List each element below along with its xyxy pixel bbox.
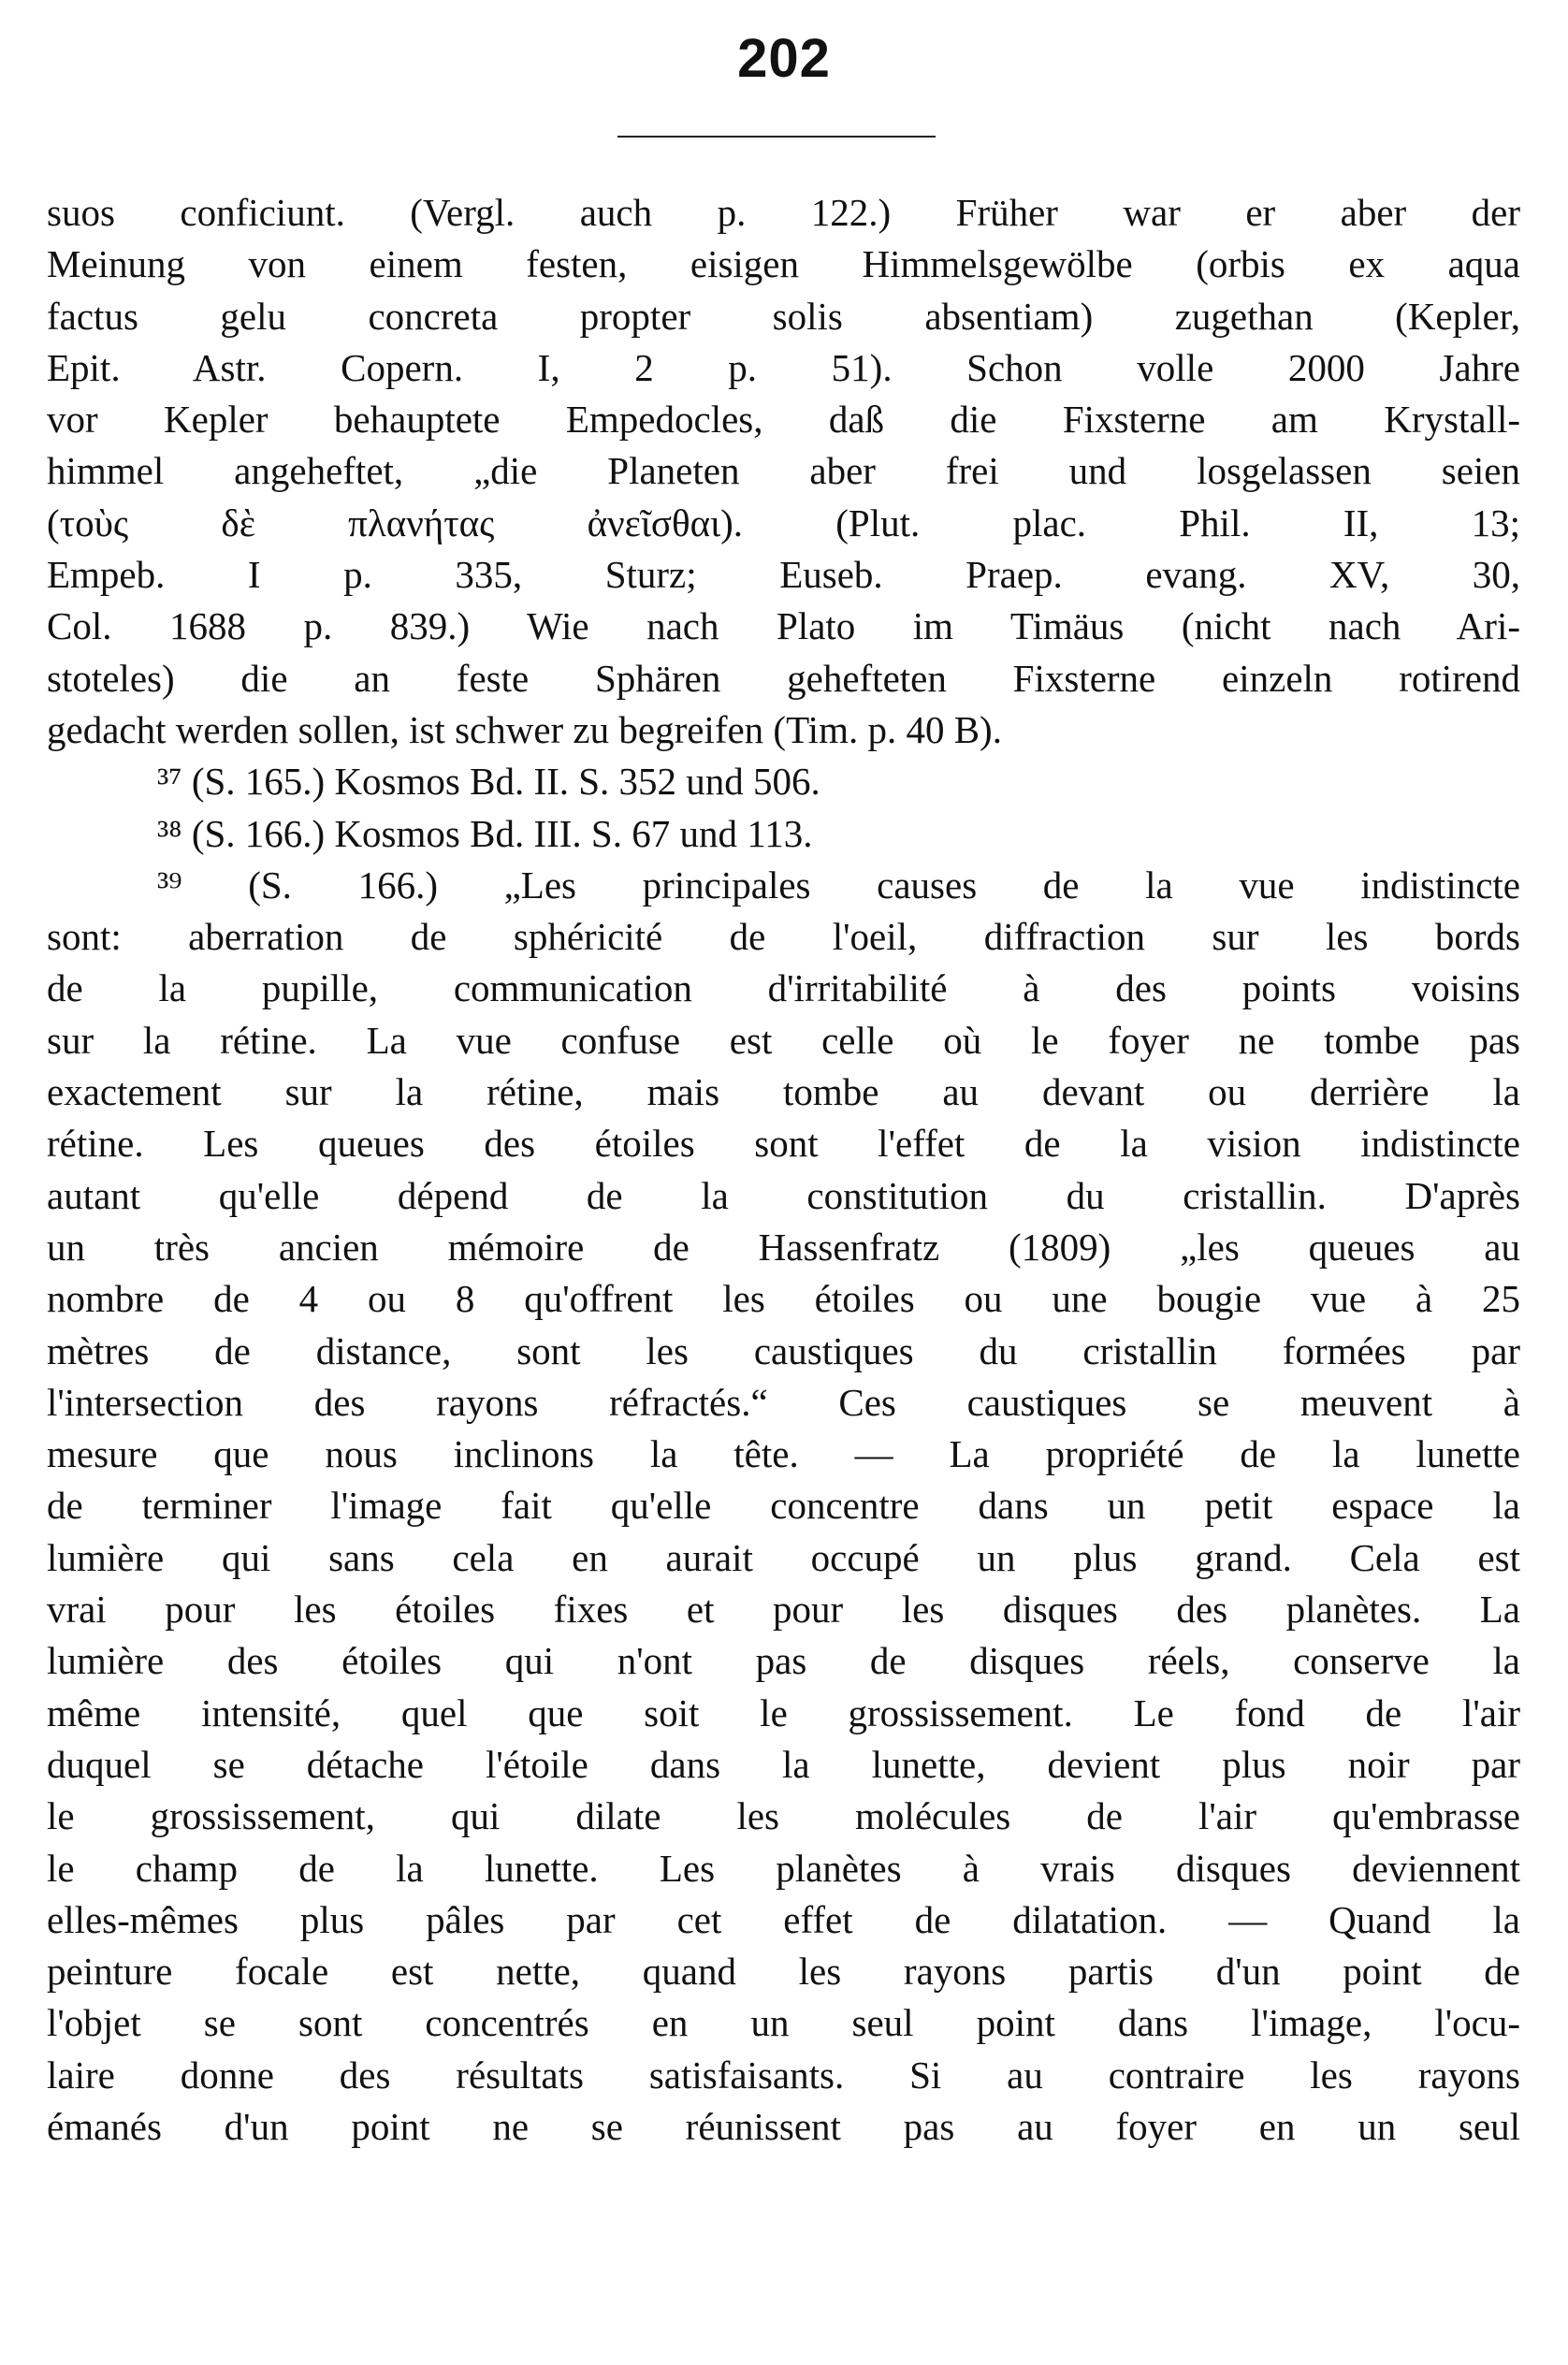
text-line: autant qu'elle dépend de la constitution du cristallin. D'après xyxy=(47,1173,1520,1217)
text-line: peinture focale est nette, quand les rayons partis d'un point de xyxy=(47,1950,1520,1994)
header-rule xyxy=(617,136,936,138)
text-line: factus gelu concreta propter solis absentiam) zugethan (Kepler, xyxy=(47,294,1520,338)
text-line: vrai pour les étoiles fixes et pour les disques des planètes. La xyxy=(47,1588,1520,1632)
text-line: vor Kepler behauptete Empedocles, daß die Fixsterne am Krystall- xyxy=(47,398,1520,442)
text-line: mesure que nous inclinons la tête. — La propriété de la lunette xyxy=(47,1432,1520,1476)
text-line: l'objet se sont concentrés en un seul point dans l'image, l'ocu- xyxy=(47,2001,1520,2045)
text-line: le champ de la lunette. Les planètes à vrais disques deviennent xyxy=(47,1846,1520,1890)
text-line: le grossissement, qui dilate les molécules de l'air qu'embrasse xyxy=(47,1794,1520,1838)
text-line: ³⁹ (S. 166.) „Les principales causes de la vue indistincte xyxy=(157,863,1520,907)
text-line: rétine. Les queues des étoiles sont l'effet de la vision indistincte xyxy=(47,1122,1520,1166)
text-line: Col. 1688 p. 839.) Wie nach Plato im Timäus (nicht nach Ari- xyxy=(47,604,1520,648)
text-line: sur la rétine. La vue confuse est celle où le foyer ne tombe pas xyxy=(47,1018,1520,1062)
text-line: de terminer l'image fait qu'elle concentre dans un petit espace la xyxy=(47,1484,1520,1528)
text-line: lumière des étoiles qui n'ont pas de disques réels, conserve la xyxy=(47,1639,1520,1683)
text-line: de la pupille, communication d'irritabilité à des points voisins xyxy=(47,966,1520,1010)
text-line: laire donne des résultats satisfaisants. Si au contraire les rayons xyxy=(47,2053,1520,2097)
text-line: duquel se détache l'étoile dans la lunette, devient plus noir par xyxy=(47,1742,1520,1786)
text-line: stoteles) die an feste Sphären gehefteten Fixsterne einzeln rotirend xyxy=(47,656,1520,700)
text-line: émanés d'un point ne se réunissent pas au foyer en un seul xyxy=(47,2104,1520,2148)
text-line: gedacht werden sollen, ist schwer zu begreifen (Tim. p. 40 B). xyxy=(47,707,1002,751)
text-line: Epit. Astr. Copern. I, 2 p. 51). Schon volle 2000 Jahre xyxy=(47,345,1520,389)
text-line: même intensité, quel que soit le grossissement. Le fond de l'air xyxy=(47,1690,1520,1734)
text-line: nombre de 4 ou 8 qu'offrent les étoiles ou une bougie vue à 25 xyxy=(47,1277,1520,1321)
text-line: Empeb. I p. 335, Sturz; Euseb. Praep. evang. XV, 30, xyxy=(47,553,1520,597)
text-line: himmel angeheftet, „die Planeten aber frei und losgelassen seien xyxy=(47,449,1520,493)
text-line: ³⁷ (S. 165.) Kosmos Bd. II. S. 352 und 506. xyxy=(157,760,820,804)
footnote-text-block xyxy=(47,187,1520,2153)
text-line: mètres de distance, sont les caustiques du cristallin formées par xyxy=(47,1328,1520,1372)
text-line: sont: aberration de sphéricité de l'oeil, diffraction sur les bords xyxy=(47,915,1520,959)
text-line: exactement sur la rétine, mais tombe au devant ou derrière la xyxy=(47,1070,1520,1114)
text-line: suos conficiunt. (Vergl. auch p. 122.) Früher war er aber der xyxy=(47,191,1520,234)
text-line: Meinung von einem festen, eisigen Himmelsgewölbe (orbis ex aqua xyxy=(47,242,1520,286)
text-line: ³⁸ (S. 166.) Kosmos Bd. III. S. 67 und 113. xyxy=(157,811,813,855)
text-line: l'intersection des rayons réfractés.“ Ces caustiques se meuvent à xyxy=(47,1380,1520,1424)
text-line: elles-mêmes plus pâles par cet effet de dilatation. — Quand la xyxy=(47,1897,1520,1941)
text-line: lumière qui sans cela en aurait occupé un plus grand. Cela est xyxy=(47,1535,1520,1579)
text-line: (τοὺς δὲ πλανήτας ἀνεῖσθαι). (Plut. plac. Phil. II, 13; xyxy=(47,501,1520,544)
page-number: 202 xyxy=(737,28,831,89)
text-line: un très ancien mémoire de Hassenfratz (1809) „les queues au xyxy=(47,1225,1520,1269)
